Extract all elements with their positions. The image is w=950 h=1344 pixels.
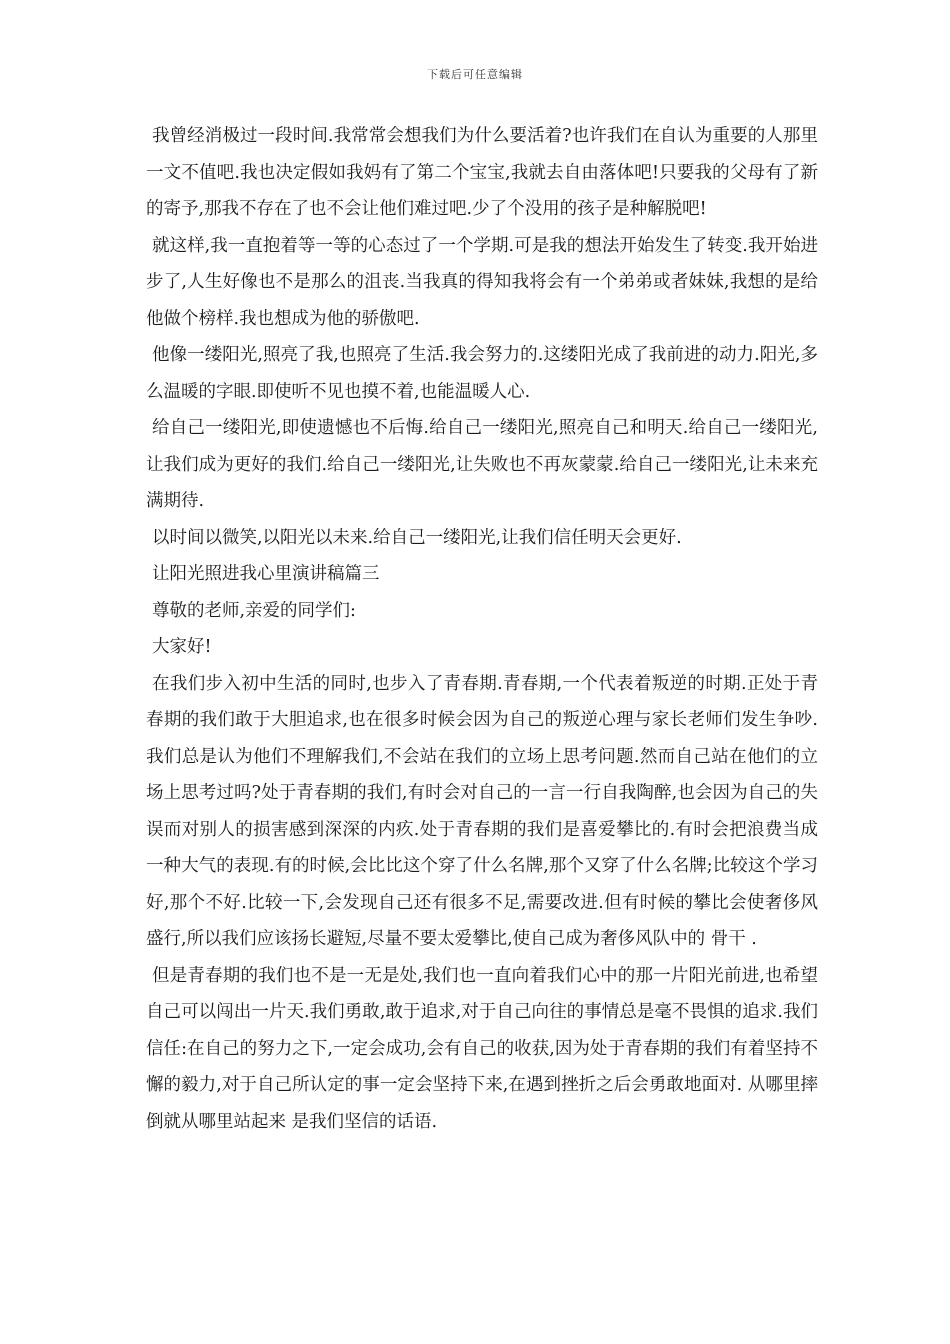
paragraph: 就这样,我一直抱着等一等的心态过了一个学期.可是我的想法开始发生了转变.我开始进步了,人生好像也不是那么的沮丧.当我真的得知我将会有一个弟弟或者妹妹,我想的是给他做个榜样.我也想成为他的骄傲吧. xyxy=(146,235,818,329)
section-title: 让阳光照进我心里演讲稿篇三 xyxy=(152,564,380,584)
paragraph: 我曾经消极过一段时间.我常常会想我们为什么要活着?也许我们在自认为重要的人那里一文不值吧.我也决定假如我妈有了第二个宝宝,我就去自由落体吧!只要我的父母有了新的寄予,那我不存在了也不会让他们难过吧.少了个没用的孩子是种解脱吧! xyxy=(146,126,818,219)
paragraph: 给自己一缕阳光,即使遗憾也不后悔.给自己一缕阳光,照亮自己和明天.给自己一缕阳光,让我们成为更好的我们.给自己一缕阳光,让失败也不再灰蒙蒙.给自己一缕阳光,让未来充满期待. xyxy=(146,418,818,511)
paragraph: 在我们步入初中生活的同时,也步入了青春期.青春期,一个代表着叛逆的时期.正处于青春期的我们敢于大胆追求,也在很多时候会因为自己的叛逆心理与家长老师们发生争吵.我们总是认为他们不理解我们,不会站在我们的立场上思考问题.然而自己站在他们的立场上思考过吗?处于青春期的我们,有时会对自己的一言一行自我陶醉,也会因为自己的失误而对别人的损害感到深深的内疚.处于青春期的我们是喜爱攀比的.有时会把浪费当成一种大气的表现.有的时候,会比比这个穿了什么名牌,那个又穿了什么名牌;比较这个学习好,那个不好.比较一下,会发现自己还有很多不足,需要改进.但有时候的攀比会使奢侈风盛行,所以我们应该扬长避短,尽量不要太爱攀比,使自己成为奢侈风队中的 骨干 . xyxy=(146,673,818,949)
document-body xyxy=(146,118,818,1140)
salutation: 尊敬的老师,亲爱的同学们: xyxy=(152,600,356,621)
paragraph: 以时间以微笑,以阳光以未来.给自己一缕阳光,让我们信任明天会更好. xyxy=(152,527,682,548)
paragraph: 他像一缕阳光,照亮了我,也照亮了生活.我会努力的.这缕阳光成了我前进的动力.阳光,多么温暖的字眼.即使听不见也摸不着,也能温暖人心. xyxy=(146,345,818,402)
page-header: 下载后可任意编辑 xyxy=(427,68,523,81)
paragraph: 但是青春期的我们也不是一无是处,我们也一直向着我们心中的那一片阳光前进,也希望自己可以闯出一片天.我们勇敢,敢于追求,对于自己向往的事情总是毫不畏惧的追求.我们信任:在自己的努力之下,一定会成功,会有自己的收获,因为处于青春期的我们有着坚持不懈的毅力,对于自己所认定的事一定会坚持下来,在遇到挫折之后会勇敢地面对. 从哪里摔倒就从哪里站起来 是我们坚信的话语. xyxy=(146,965,818,1132)
greeting: 大家好! xyxy=(152,637,212,657)
